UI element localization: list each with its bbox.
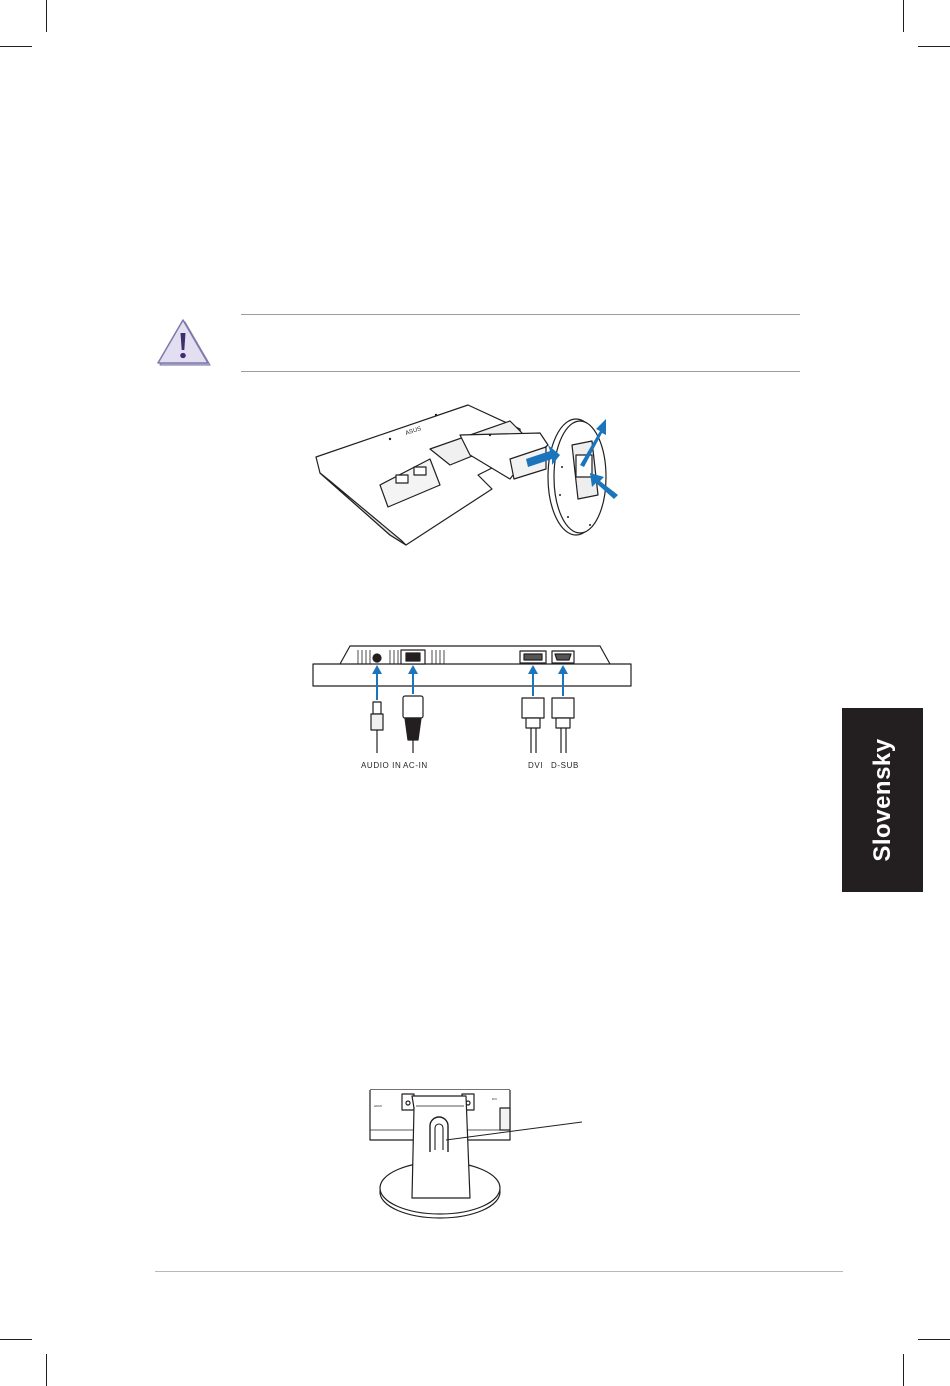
label-dvi: DVI (528, 761, 544, 770)
label-ac-in: AC-IN (403, 761, 428, 770)
stand-assembly-figure (310, 395, 630, 550)
svg-text:HDMI: HDMI (374, 1104, 382, 1108)
crop-mark-top-right-h (918, 46, 950, 47)
warning-triangle-icon (156, 316, 212, 368)
cable-holder-figure (368, 1088, 588, 1224)
footer-rule (155, 1271, 843, 1272)
svg-text:DVI: DVI (492, 1097, 498, 1101)
crop-mark-top-left-v (46, 0, 47, 32)
crop-mark-bottom-left-v (46, 1354, 47, 1386)
label-audio-in: AUDIO IN (361, 761, 402, 770)
crop-mark-bottom-right-v (903, 1354, 904, 1386)
rear-connectors-figure (310, 640, 640, 765)
crop-mark-bottom-left-h (0, 1339, 32, 1340)
crop-mark-top-left-h (0, 46, 32, 47)
label-d-sub: D-SUB (551, 761, 579, 770)
svg-text:ASUS: ASUS (404, 426, 423, 437)
crop-mark-top-right-v (903, 0, 904, 32)
note-rule-top (241, 314, 800, 315)
crop-mark-bottom-right-h (918, 1339, 950, 1340)
language-label: Slovensky (868, 738, 896, 862)
language-side-tab (842, 708, 923, 892)
note-rule-bottom (241, 371, 800, 372)
